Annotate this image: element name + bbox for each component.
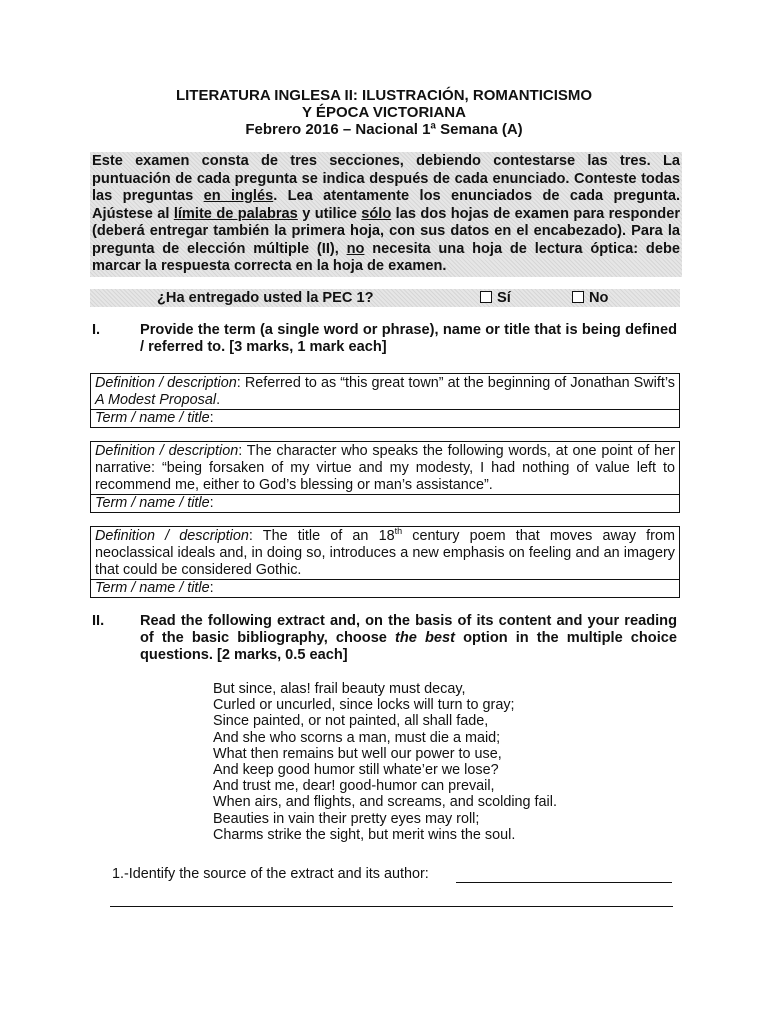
definition-label: Definition / description bbox=[95, 528, 249, 544]
term-answer-1[interactable]: Term / name / title: bbox=[91, 409, 679, 427]
poem-line: What then remains but well our power to use, bbox=[213, 745, 502, 762]
section-1-number: I. bbox=[92, 322, 101, 338]
pec-no-option[interactable] bbox=[572, 289, 608, 307]
instructions-box bbox=[90, 152, 682, 277]
instructions-underline: sólo bbox=[361, 205, 392, 222]
definition-1: Definition / description: Referred to as “this great town” at the beginning of Jonathan Swift’s A Modest Proposal. bbox=[95, 375, 675, 408]
definition-label: Definition / description bbox=[95, 443, 239, 459]
exam-title-line2: Y ÉPOCA VICTORIANA bbox=[302, 104, 466, 121]
term-answer-3[interactable]: Term / name / title: bbox=[91, 579, 679, 597]
term-answer-2[interactable]: Term / name / title: bbox=[91, 494, 679, 512]
definition-text: . bbox=[216, 392, 221, 408]
section-2-number: II. bbox=[92, 613, 105, 629]
instructions-text: las dos hojas de examen para responder (deberá entregar también la primera hoja, con sus datos en el encabezado). Para la pregunta de elección múltiple (II), bbox=[92, 205, 680, 257]
no-checkbox[interactable] bbox=[572, 291, 584, 303]
work-title: A Modest Proposal bbox=[95, 392, 217, 408]
term-label: Term / name / title bbox=[95, 410, 210, 426]
poem-line: Since painted, or not painted, all shall fade, bbox=[213, 713, 489, 730]
pec-question: ¿Ha entregado usted la PEC 1? bbox=[157, 290, 374, 306]
definition-label: Definition / description bbox=[95, 375, 237, 391]
instructions-text: Este examen consta de tres secciones, debiendo contestarse las tres. La puntuación de cada pregunta se indica después de cada enunciado. Conteste todas las preguntas bbox=[92, 153, 680, 204]
definition-3: Definition / description: The title of an 18th century poem that moves away from neoclassical ideals and, in doing so, introduces a new emphasis on feeling and an imagery that could be considered Gothic. bbox=[95, 526, 675, 578]
instructions-text: y utilice bbox=[297, 205, 362, 222]
instructions-underline: en inglés bbox=[203, 188, 274, 204]
instructions-text: necesita una hoja de lectura óptica: debe marcar la respuesta correcta en la hoja de examen. bbox=[92, 240, 680, 274]
poem-line: Charms strike the sight, but merit wins the soul. bbox=[213, 826, 516, 843]
superscript: th bbox=[394, 526, 403, 537]
yes-label: Sí bbox=[497, 290, 511, 306]
yes-checkbox[interactable] bbox=[480, 291, 492, 303]
definition-2: Definition / description: The character who speaks the following words, at one point of her narrative: “being forsaken of my virtue and my modesty, I had nothing of value left to recommend me, either to God’s blessing or man’s assistance”. bbox=[95, 443, 675, 493]
poem-line: And keep good humor still whate’er we lose? bbox=[213, 762, 499, 779]
question-1: 1.-Identify the source of the extract and its author: bbox=[112, 866, 429, 882]
poem-line: But since, alas! frail beauty must decay, bbox=[213, 681, 466, 697]
term-label: Term / name / title bbox=[95, 580, 210, 596]
answer-line[interactable] bbox=[456, 882, 672, 883]
poem-extract bbox=[213, 681, 557, 843]
definition-text: Referred to as “this great town” at the beginning of Jonathan Swift’s bbox=[244, 375, 675, 391]
definition-box-3 bbox=[90, 526, 680, 598]
poem-line: Curled or uncurled, since locks will turn to gray; bbox=[213, 697, 515, 714]
poem-line: When airs, and flights, and screams, and scolding fail. bbox=[213, 794, 557, 811]
definition-text: century poem that moves away from neoclassical ideals and, in doing so, introduces a new emphasis on feeling and an imagery that could be considered Gothic. bbox=[95, 528, 675, 578]
poem-line: And she who scorns a man, must die a maid; bbox=[213, 729, 501, 746]
instructions-underline: no bbox=[346, 240, 365, 257]
instructions-underline: límite de palabras bbox=[173, 205, 298, 222]
section-2-text: Read the following extract and, on the basis of its content and your reading of the basic bibliography, choose bbox=[140, 613, 677, 646]
definition-text: The title of an 18 bbox=[262, 528, 395, 544]
definition-box-1 bbox=[90, 373, 680, 428]
pec-question-bar bbox=[90, 289, 680, 307]
answer-line[interactable] bbox=[110, 906, 673, 907]
definition-box-2 bbox=[90, 441, 680, 513]
instructions-text: . Lea atentamente los enunciados de cada pregunta. Ajústese al bbox=[92, 188, 680, 222]
poem-line: Beauties in vain their pretty eyes may roll; bbox=[213, 810, 480, 827]
term-label: Term / name / title bbox=[95, 495, 210, 511]
section-2-instructions bbox=[140, 613, 677, 664]
poem-line: And trust me, dear! good-humor can prevail, bbox=[213, 778, 495, 795]
no-label: No bbox=[589, 290, 609, 306]
pec-yes-option[interactable] bbox=[480, 289, 511, 307]
section-2-text: option in the multiple choice questions. [2 marks, 0.5 each] bbox=[140, 630, 678, 663]
exam-header bbox=[0, 87, 768, 138]
section-1-instructions: Provide the term (a single word or phrase), name or title that is being defined / referred to. [3 marks, 1 mark each] bbox=[140, 322, 677, 355]
exam-title-line1: LITERATURA INGLESA II: ILUSTRACIÓN, ROMANTICISMO bbox=[175, 87, 593, 104]
section-2-emphasis: the best bbox=[395, 630, 455, 646]
definition-text: The character who speaks the following words, at one point of her narrative: “being forsaken of my virtue and my modesty, I had nothing of value left to recommend me, either to God’s blessing or man’s assistance”. bbox=[95, 443, 675, 493]
exam-date: Febrero 2016 – Nacional 1ª Semana (A) bbox=[245, 121, 523, 138]
